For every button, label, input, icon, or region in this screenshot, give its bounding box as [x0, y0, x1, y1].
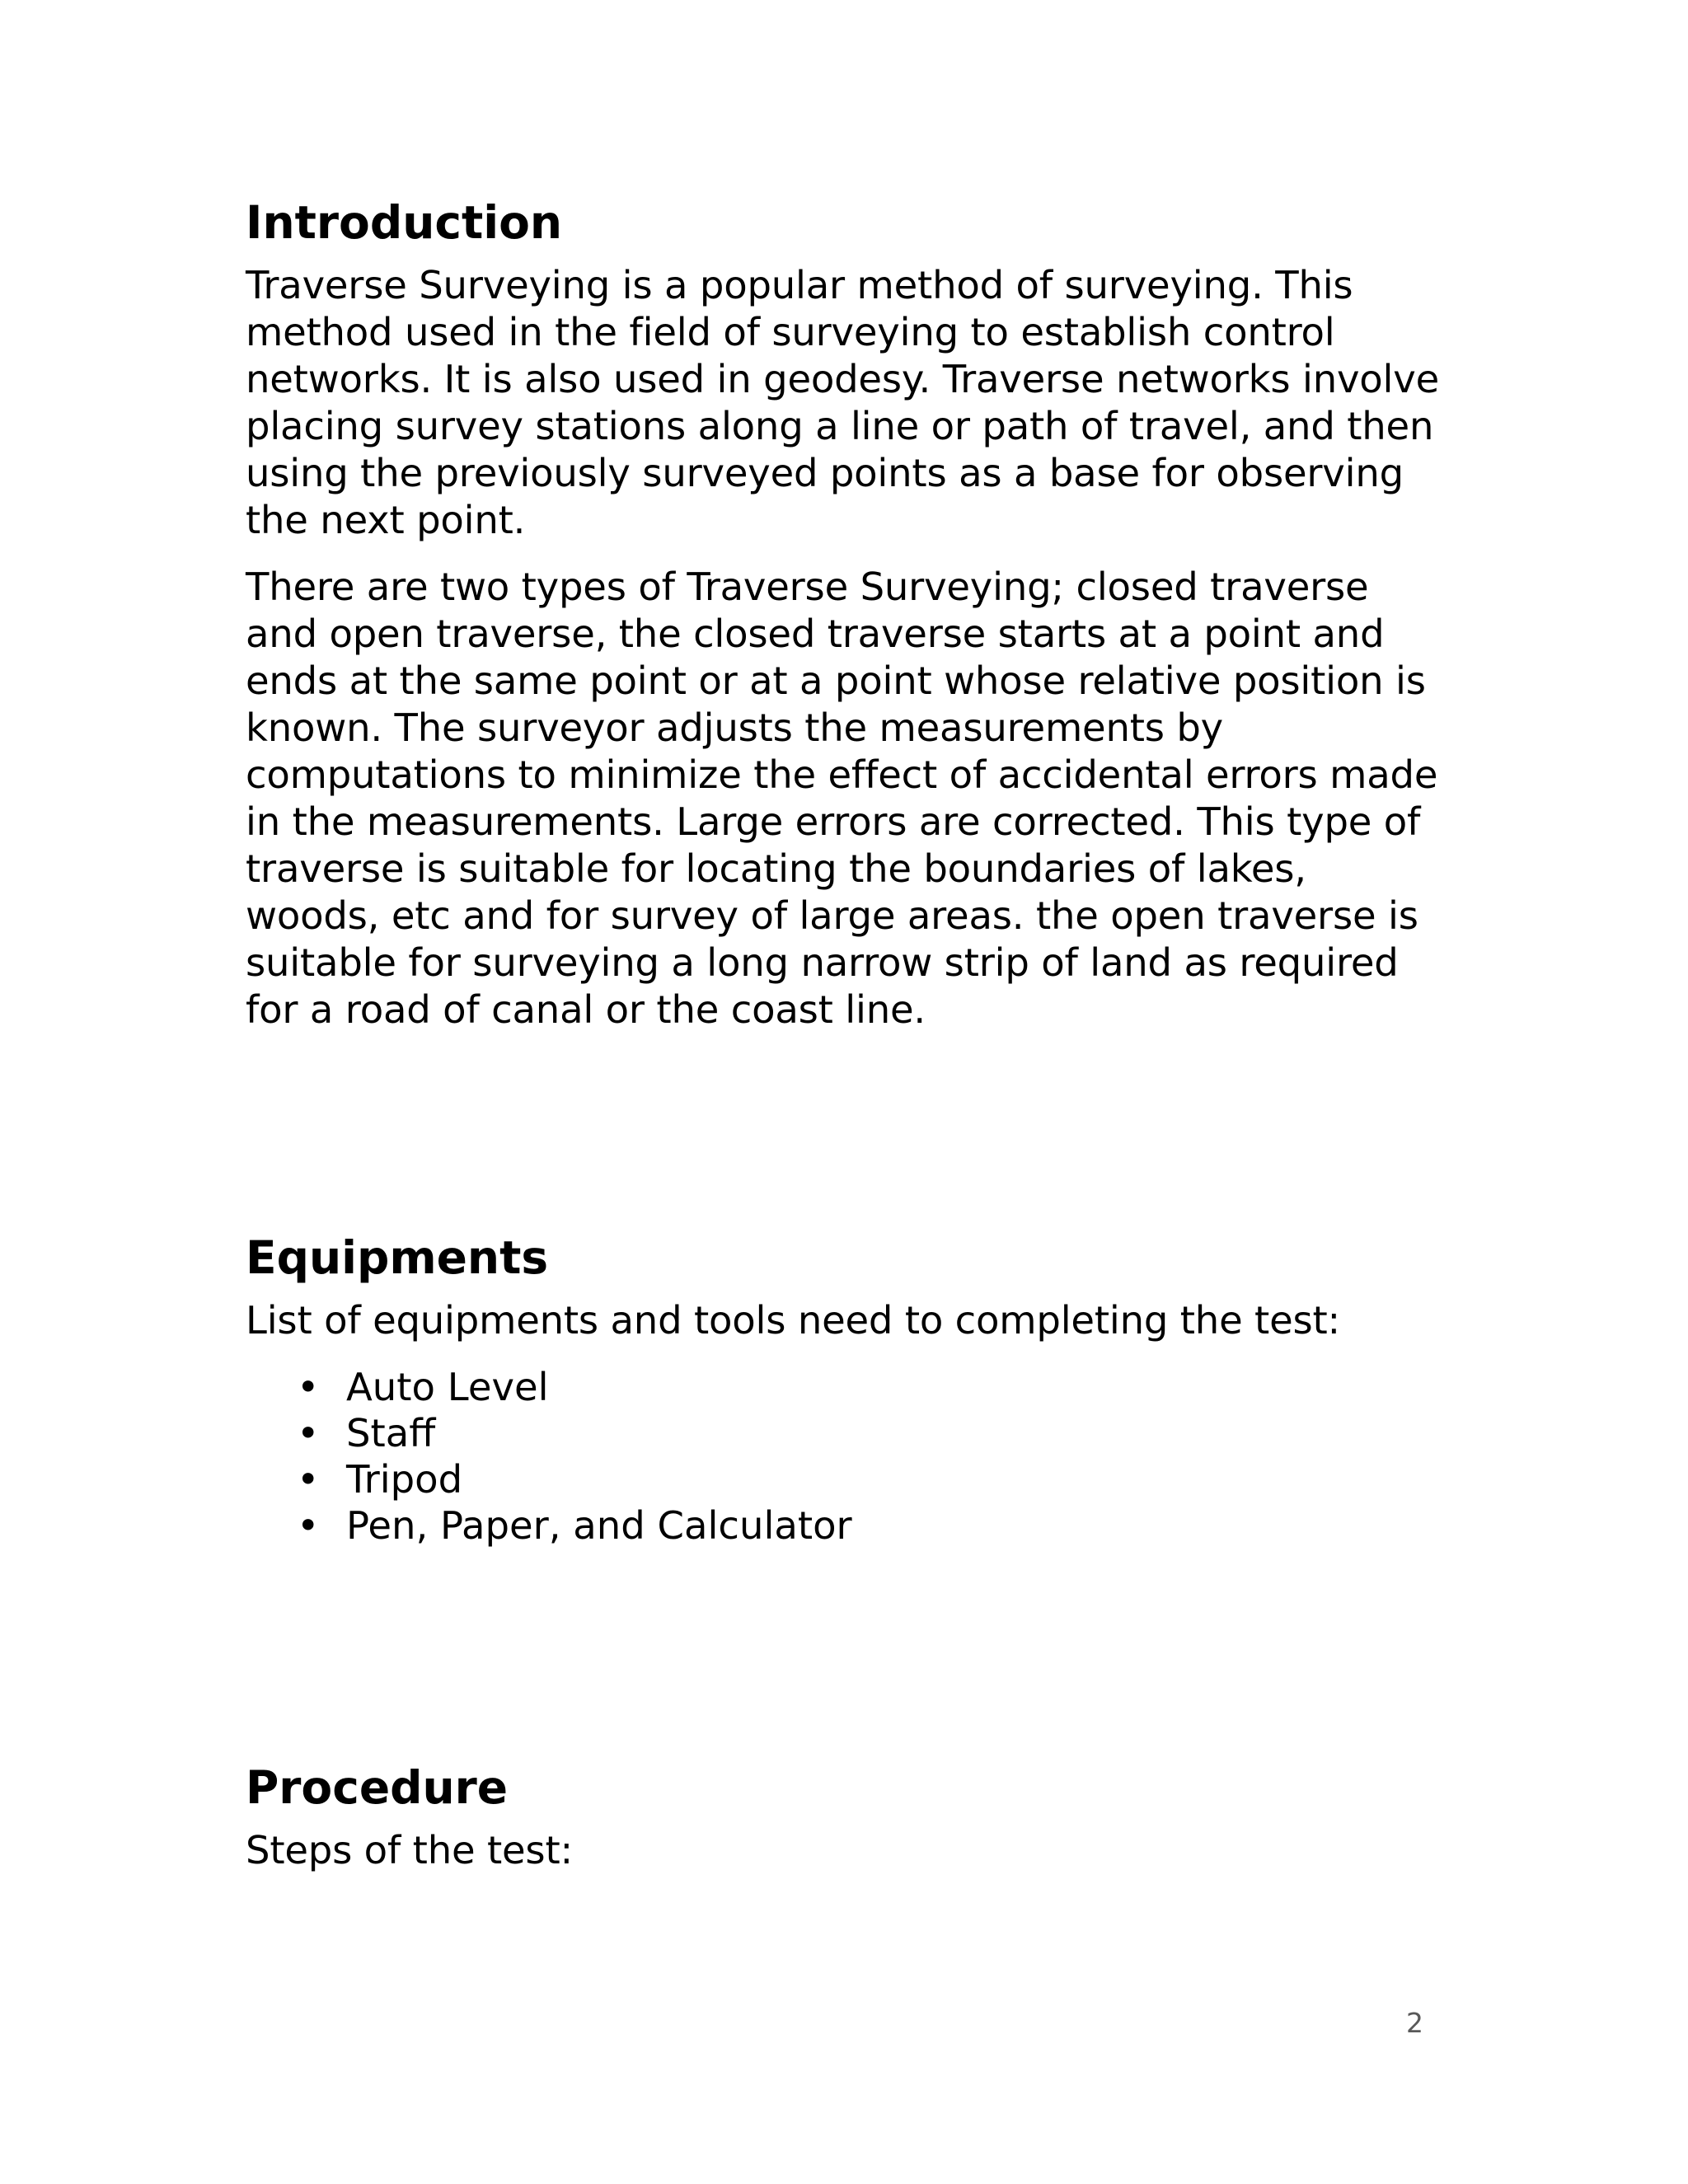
list-item [246, 1364, 1449, 1410]
list-item-text: Pen, Paper, and Calculator [346, 1503, 852, 1548]
list-item-text: Auto Level [346, 1365, 549, 1409]
page-number: 2 [1406, 2007, 1423, 2039]
equipments-intro: List of equipments and tools need to completing the test: [246, 1298, 1341, 1343]
procedure-intro: Steps of the test: [246, 1828, 573, 1872]
introduction-heading: Introduction [246, 196, 563, 249]
list-item [246, 1502, 1449, 1549]
equipments-heading: Equipments [246, 1231, 549, 1284]
bullet-icon: • [297, 1365, 320, 1409]
list-item [246, 1456, 1449, 1502]
list-item-text: Tripod [346, 1457, 463, 1502]
bullet-icon: • [297, 1457, 320, 1502]
list-item [246, 1410, 1449, 1456]
procedure-heading: Procedure [246, 1761, 509, 1814]
list-item-text: Staff [346, 1411, 436, 1455]
bullet-icon: • [297, 1503, 320, 1548]
section-spacer [246, 1549, 1449, 1753]
equipment-list [246, 1364, 1449, 1549]
introduction-paragraph-1: Traverse Surveying is a popular method of surveying. This method used in the field of surveying to establish control networks. It is also used in geodesy. Traverse networks involve placing survey stations along a line or path of travel, and then using the previously surveyed points as a base for observing the next point. [246, 263, 1439, 542]
equipments-section [246, 1223, 1449, 1549]
introduction-paragraph-2: There are two types of Traverse Surveying; closed traverse and open traverse, the closed traverse starts at a point and ends at the same point or at a point whose relative position is known. The surveyor adjusts the measurements by computations to minimize the effect of accidental errors made in the measurements. Large errors are corrected. This type of traverse is suitable for locating the boundaries of lakes, woods, etc and for survey of large areas. the open traverse is suitable for surveying a long narrow strip of land as required for a road of canal or the coast line. [246, 565, 1438, 1032]
procedure-section [246, 1753, 1449, 1874]
bullet-icon: • [297, 1411, 320, 1455]
introduction-section [246, 188, 1449, 1033]
section-spacer [246, 1053, 1449, 1223]
page-content [246, 188, 1449, 1894]
